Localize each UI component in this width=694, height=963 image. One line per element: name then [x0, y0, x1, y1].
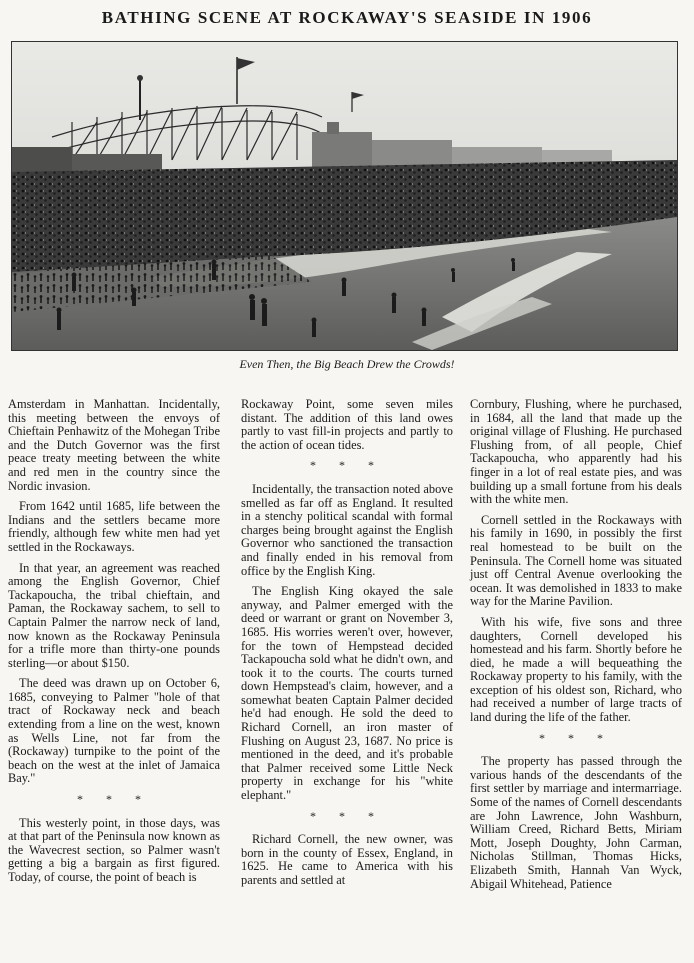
photo-caption: Even Then, the Big Beach Drew the Crowds! — [239, 357, 455, 371]
article-column-1 — [8, 398, 220, 892]
paragraph: Rockaway Point, some seven miles distant. The addition of this land owes partly to vast fill-in projects and partly to the action of ocean tides. — [241, 397, 453, 452]
paragraph: The English King okayed the sale anyway, and Palmer emerged with the deed or warrant or grant on November 3, 1685. His worries weren't over, however, for the town of Hempstead decided Tackapoucha sold what he didn't own, and took it to the courts. The courts turned down Hempstead's claim, however, and a somewhat beaten Captain Palmer decided he'd had enough. He sold the deed to Richard Cornell, an iron master of Flushing on August 23, 1687. No price is mentioned in the deed, and it's probable that Palmer received some Little Neck property in exchange for his "white elephant." — [241, 584, 453, 803]
section-separator: * * * — [310, 458, 384, 473]
article-column-3 — [470, 398, 682, 898]
paragraph: Cornbury, Flushing, where he purchased, in 1684, all the land that made up the original village of Flushing. He purchased Flushing from, of all people, Chief Tackapoucha, who apparently had his finger in a lot of real estate pies, and was building up a small fortune from his deals with the white men. — [470, 397, 682, 507]
section-separator: * * * — [310, 808, 384, 823]
paragraph: The property has passed through the various hands of the descendants of the first settler by marriage and intermarriage. Some of the names of Cornell descendants are John Lawrence, John Washburn, William Creed, Richard Betts, Miriam Mott, Joseph Doughty, John Carman, Nicholas Stillman, Thomas Hicks, Elizabeth Smith, Hannah Van Wyck, Abigail Whitehead, Patience — [470, 754, 682, 891]
paragraph: This westerly point, in those days, was at that part of the Peninsula now known as the Wavecrest section, so Palmer wasn't getting a big a bargain as first figured. Today, of course, the point of beach is — [8, 815, 220, 884]
page-title: BATHING SCENE AT ROCKAWAY'S SEASIDE IN 1906 — [101, 8, 593, 27]
section-separator: * * * — [77, 792, 151, 807]
beach-crowd-photo — [11, 41, 678, 351]
paragraph: In that year, an agreement was reached among the English Governor, Chief Tackapoucha, the tribal chieftain, and Paman, the Rockaway sachem, to sell to Captain Palmer the narrow neck of land, now known as the Rockaway Peninsula for a trifle more than thirty-one pounds sterling—or about $150. — [8, 560, 220, 670]
paragraph: The deed was drawn up on October 6, 1685, conveying to Palmer "hole of that tract of Rockaway neck and beach extending from a line on the west, known as Wells Line, not far from the (Rockaway) turnpike to the point of the beach on the west at the inlet of Jamaica Bay." — [8, 676, 220, 786]
paragraph: Richard Cornell, the new owner, was born in the county of Essex, England, in 1625. He came to America with his parents and settled at — [241, 832, 453, 887]
article-column-2 — [241, 398, 453, 895]
section-separator: * * * — [539, 730, 613, 745]
paragraph: With his wife, five sons and three daughters, Cornell developed his homestead and his farm. Shortly before he died, he made a will bequeathing the Rockaway property to his family, with the exception of his oldest son, Richard, who had received a number of large tracts of land during the life of the father. — [470, 614, 682, 725]
paragraph: Incidentally, the transaction noted above smelled as far off as England. It resulted in a stenchy political scandal with formal charges being brought against the English Governor who sanctioned the transaction and finally ended in his removal from office by the English King. — [241, 481, 453, 578]
paragraph: From 1642 until 1685, life between the Indians and the settlers became more friendly, although few white men had yet settled in the Rockaways. — [8, 499, 220, 554]
paragraph: Cornell settled in the Rockaways with his family in 1690, in possibly the first real homestead to be built on the Peninsula. The Cornell home was situated just off Central Avenue overlooking the ocean. It was demolished in 1833 to make way for the Marine Pavilion. — [470, 512, 682, 609]
paragraph: Amsterdam in Manhattan. Incidentally, this meeting between the envoys of Chieftain Penhawitz of the Mohegan Tribe and the Dutch Governor was the first peace treaty meeting between the white and red men in the country since the Nordic invasion. — [8, 397, 220, 493]
